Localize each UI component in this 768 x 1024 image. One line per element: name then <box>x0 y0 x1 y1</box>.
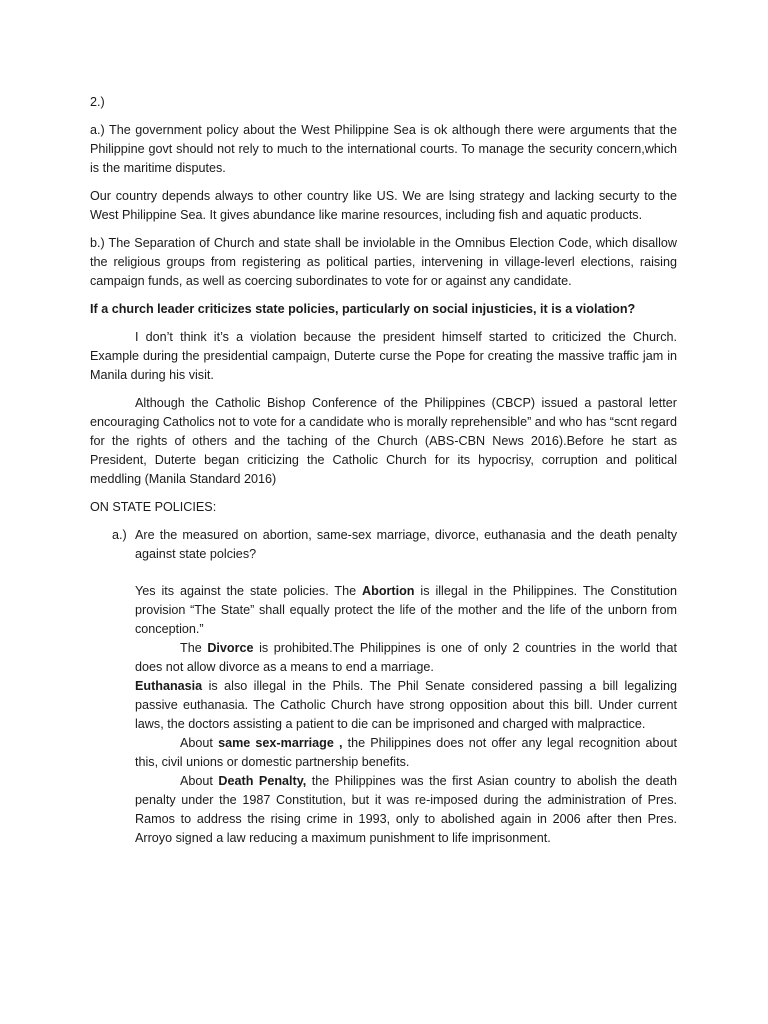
paragraph-a-dependence: Our country depends always to other country like US. We are lsing strategy and lacking securty to the West Philippine Sea. It gives abundance like marine resources, including fish and aquatic products. <box>90 189 677 222</box>
paragraph-a-policy: a.) The government policy about the West Philippine Sea is ok although there were arguments that the Philippine govt should not rely to much to the international courts. To manage the security concern,which is the maritime disputes. <box>90 123 677 175</box>
paragraph-b-separation: b.) The Separation of Church and state shall be inviolable in the Omnibus Election Code, which disallow the religious groups from registering as political parties, intervening in village-leverl elections, raising campaign funds, as well as coercing subordinates to vote for or against any candidate. <box>90 236 677 288</box>
on-state-policies-heading: ON STATE POLICIES: <box>90 500 217 514</box>
death-penalty-term: Death Penalty, <box>218 774 307 788</box>
divorce-paragraph: The Divorce is prohibited.The Philippines is one of only 2 countries in the world that does not allow divorce as a means to end a marriage. <box>135 641 678 674</box>
section-number: 2.) <box>90 95 105 109</box>
answers-block <box>90 582 677 848</box>
list-item-a <box>90 526 677 564</box>
divorce-term: Divorce <box>207 641 254 655</box>
abortion-paragraph: Yes its against the state policies. The Abortion is illegal in the Philippines. The Constitution provision “The State” shall equally protect the life of the mother and the life of the unborn from conception.” <box>135 584 677 636</box>
list-item-question: Are the measured on abortion, same-sex marriage, divorce, euthanasia and the death penalty against state polcies? <box>135 528 677 561</box>
paragraph-cbcp: Although the Catholic Bishop Conference of the Philippines (CBCP) issued a pastoral letter encouraging Catholics not to vote for a candidate who is morally reprehensible” and who has “scnt regard for the rights of others and the taching of the Church (ABS-CBN News 2016).Before he start as President, Duterte began criticizing the Catholic Church for its hypocrisy, corruption and political meddling (Manila Standard 2016) <box>90 396 677 486</box>
same-sex-paragraph: About same sex-marriage , the Philippines does not offer any legal recognition about this, civil unions or domestic partnership benefits. <box>135 736 677 769</box>
abortion-term: Abortion <box>362 584 415 598</box>
paragraph-violation-answer: I don’t think it’s a violation because the president himself started to criticized the Church. Example during the presidential campaign, Duterte curse the Pope for creating the massive traffic jam in Manila during his visit. <box>90 330 677 382</box>
same-sex-term: same sex-marriage , <box>218 736 343 750</box>
euthanasia-term: Euthanasia <box>135 679 203 693</box>
document-page <box>90 93 677 848</box>
church-leader-question: If a church leader criticizes state policies, particularly on social injusticies, it is a violation? <box>90 302 636 316</box>
list-item-label: a.) <box>112 528 127 542</box>
death-penalty-paragraph: About Death Penalty, the Philippines was the first Asian country to abolish the death penalty under the 1987 Constitution, but it was re-imposed during the administration of Pres. Ramos to address the rising crime in 1993, only to abolished again in 2006 after then Pres. Arroyo signed a law reducing a maximum punishment to life imprisonment. <box>135 774 677 845</box>
euthanasia-paragraph: Euthanasia is also illegal in the Phils. The Phil Senate considered passing a bill legalizing passive euthanasia. The Catholic Church have strong opposition about this bill. Under current laws, the doctors assisting a patient to die can be imprisoned and charged with malpractice. <box>135 679 677 731</box>
